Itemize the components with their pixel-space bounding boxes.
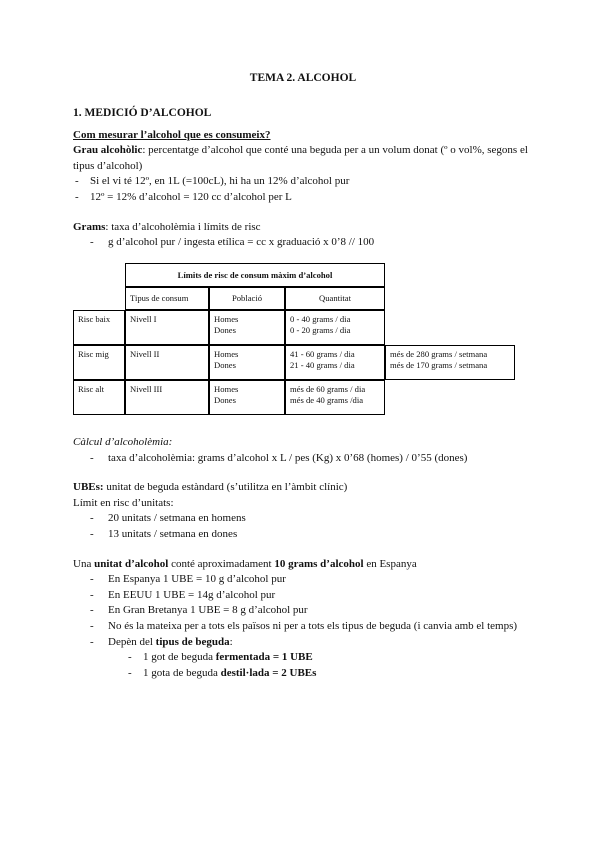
- table-cell: Nivell II: [125, 345, 209, 380]
- grams-paragraph: [73, 220, 533, 236]
- list-item: - En Gran Bretanya 1 UBE = 8 g d’alcohol pur: [73, 603, 533, 619]
- calc-title: Càlcul d’alcoholèmia:: [73, 435, 173, 448]
- text-run: :: [229, 635, 233, 648]
- table-cell: Nivell I: [125, 310, 209, 345]
- document-page: [73, 70, 533, 681]
- list-item: - 13 unitats / setmana en dones: [73, 527, 533, 543]
- ube-paragraph: [73, 480, 533, 496]
- list-item: - g d’alcohol pur / ingesta etílica = cc x graduació x 0’8 // 100: [73, 235, 533, 251]
- unit-paragraph: [73, 557, 533, 573]
- cell-line: 0 - 20 grams / dia: [290, 324, 351, 335]
- cell-line: més de 280 grams / setmana: [390, 348, 488, 359]
- list-item: - taxa d’alcoholèmia: grams d’alcohol x L / pes (Kg) x 0’68 (homes) / 0’55 (dones): [73, 451, 533, 467]
- ube-definition: unitat de beguda estàndard (s’utilitza en l’àmbit clínic): [103, 481, 348, 494]
- text-run: conté aproximadament: [168, 557, 275, 570]
- cell-line: 21 - 40 grams / dia: [290, 359, 355, 370]
- table-cell: [209, 345, 285, 380]
- unit-term: unitat d’alcohol: [94, 557, 169, 570]
- list-item: [73, 650, 533, 666]
- text-run-bold: fermentada = 1 UBE: [215, 651, 313, 664]
- list-item: - 20 unitats / setmana en homens: [73, 511, 533, 527]
- cell-line: Homes: [214, 313, 239, 324]
- grams-definition: : taxa d’alcoholèmia i límits de risc: [105, 220, 261, 233]
- risk-limits-table: [73, 263, 533, 405]
- list-item: - No és la mateixa per a tots els països ni per a tots els tipus de beguda (i canvia amb el temps): [73, 619, 533, 635]
- limit-list: [73, 511, 533, 542]
- text-run: 1 gota de beguda: [143, 666, 221, 679]
- table-header-cell: Quantitat: [285, 287, 385, 310]
- grams-list: [73, 235, 533, 251]
- unit-list: [73, 572, 533, 650]
- type-list: [73, 650, 533, 681]
- row-label: Risc alt: [73, 380, 125, 415]
- table-cell: [285, 380, 385, 415]
- text-run-bold: destil·lada = 2 UBEs: [220, 666, 317, 679]
- table-header-cell: Població: [209, 287, 285, 310]
- cell-line: Homes: [214, 348, 239, 359]
- cell-line: 0 - 40 grams / dia: [290, 313, 351, 324]
- table-cell: [209, 310, 285, 345]
- table-cell: [285, 345, 385, 380]
- grau-term: Grau alcohòlic: [73, 144, 143, 157]
- grau-definition: : percentatge d’alcohol que conté una beguda per a un volum donat (º o vol%, segons el tipus d’alcohol): [73, 144, 528, 172]
- table-cell: [285, 310, 385, 345]
- table-cell: [209, 380, 285, 415]
- row-label: Risc mig: [73, 345, 125, 380]
- text-run: en Espanya: [363, 557, 417, 570]
- list-item: - En EEUU 1 UBE = 14g d’alcohol pur: [73, 588, 533, 604]
- list-item: - Si el vi té 12º, en 1L (=100cL), hi ha un 12% d’alcohol pur: [73, 174, 533, 190]
- depen-term: tipus de beguda: [155, 635, 230, 648]
- ube-term: UBEs:: [73, 481, 104, 494]
- cell-line: Homes: [214, 383, 239, 394]
- unit-amount: 10 grams d’alcohol: [274, 557, 364, 570]
- document-title: TEMA 2. ALCOHOL: [249, 72, 357, 84]
- cell-line: més de 40 grams /dia: [290, 394, 364, 405]
- table-cell-weekly: [385, 345, 515, 380]
- row-label: Risc baix: [73, 310, 125, 345]
- list-item: - 12º = 12% d’alcohol = 120 cc d’alcohol per L: [73, 190, 533, 206]
- calc-list: [73, 451, 533, 467]
- cell-line: 41 - 60 grams / dia: [290, 348, 355, 359]
- grau-paragraph: [73, 143, 533, 174]
- subheading: Com mesurar l’alcohol que es consumeix?: [73, 128, 271, 141]
- cell-line: més de 170 grams / setmana: [390, 359, 488, 370]
- text-run: 1 got de beguda: [143, 651, 216, 664]
- grau-list: [73, 174, 533, 205]
- list-item: [73, 666, 533, 682]
- cell-line: Dones: [214, 359, 236, 370]
- text-run: Depèn del: [108, 635, 156, 648]
- section-heading: 1. MEDICIÓ D’ALCOHOL: [73, 107, 212, 120]
- table-caption: Límits de risc de consum màxim d’alcohol: [125, 263, 385, 287]
- cell-line: més de 60 grams / dia: [290, 383, 366, 394]
- table-header-cell: Tipus de consum: [125, 287, 209, 310]
- table-cell: Nivell III: [125, 380, 209, 415]
- limit-label: Límit en risc d’unitats:: [73, 496, 174, 509]
- list-item: - En Espanya 1 UBE = 10 g d’alcohol pur: [73, 572, 533, 588]
- text-run: Una: [73, 557, 95, 570]
- list-item: [73, 635, 533, 651]
- cell-line: Dones: [214, 324, 236, 335]
- cell-line: Dones: [214, 394, 236, 405]
- grams-term: Grams: [73, 220, 106, 233]
